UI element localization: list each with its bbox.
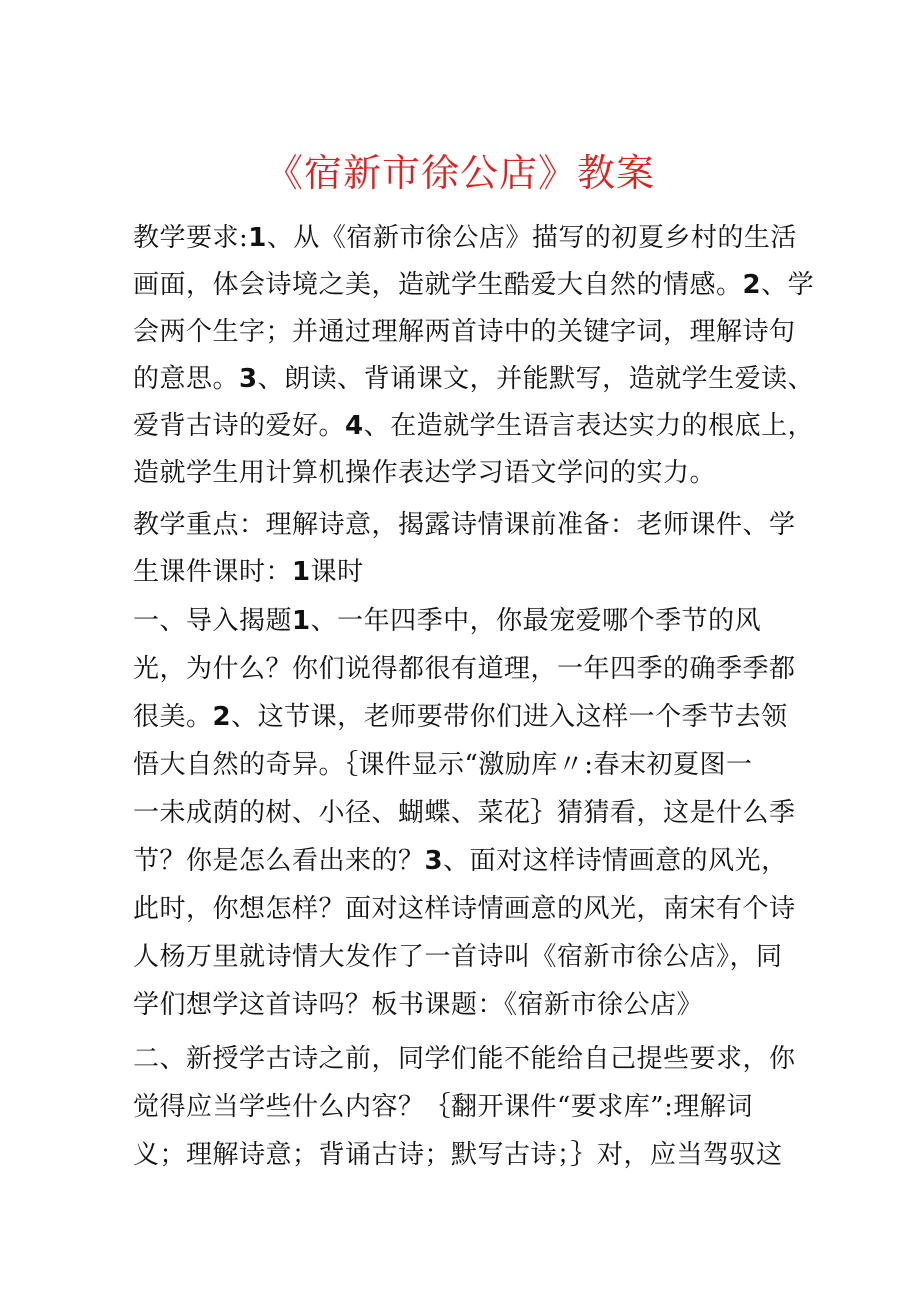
text-line: 造就学生用计算机操作表达学习语文学问的实力。 <box>133 458 717 488</box>
text-line: 学们想学这首诗吗？板书课题：《宿新市徐公店》 <box>133 990 704 1020</box>
text-line: 爱背古诗的爱好。4、在造就学生语言表达实力的根底上， <box>133 411 815 441</box>
text-line: 会两个生字；并通过理解两首诗中的关键字词，理解诗句 <box>133 317 796 347</box>
text-line: 画面，体会诗境之美，造就学生酷爱大自然的情感。2、学 <box>133 270 815 300</box>
text-line: 义；理解诗意；背诵古诗；默写古诗；｝对，应当驾驭这 <box>133 1140 783 1170</box>
text-line: 教学重点：理解诗意，揭露诗情课前准备：老师课件、学 <box>133 510 796 540</box>
text-line: 生课件课时：1课时 <box>133 557 364 587</box>
text-line: 一、导入揭题1、一年四季中，你最宠爱哪个季节的风 <box>133 606 762 636</box>
text-line: 二、新授学古诗之前，同学们能不能给自己提些要求，你 <box>133 1044 796 1074</box>
text-line: 节？你是怎么看出来的？3、面对这样诗情画意的风光， <box>133 846 788 876</box>
text-line: 人杨万里就诗情大发作了一首诗叫《宿新市徐公店》，同 <box>133 942 783 972</box>
document-title: 《宿新市徐公店》教案 <box>264 151 655 195</box>
text-line: 悟大自然的奇异。｛课件显示“激励库〃:春末初夏图一 <box>133 750 753 780</box>
text-line: 教学要求:1、从《宿新市徐公店》描写的初夏乡村的生活 <box>133 223 797 253</box>
text-line: 很美。2、这节课，老师要带你们进入这样一个季节去领 <box>133 702 788 732</box>
text-line: 一未成荫的树、小径、蝴蝶、菜花｝猜猜看，这是什么季 <box>133 798 796 828</box>
text-line: 觉得应当学些什么内容？｛翻开课件“要求库”:理解词 <box>133 1092 753 1122</box>
text-line: 的意思。3、朗读、背诵课文，并能默写，造就学生爱读、 <box>133 364 815 394</box>
text-line: 此时，你想怎样？面对这样诗情画意的风光，南宋有个诗 <box>133 894 796 924</box>
text-line: 光，为什么？你们说得都很有道理，一年四季的确季季都 <box>133 654 796 684</box>
